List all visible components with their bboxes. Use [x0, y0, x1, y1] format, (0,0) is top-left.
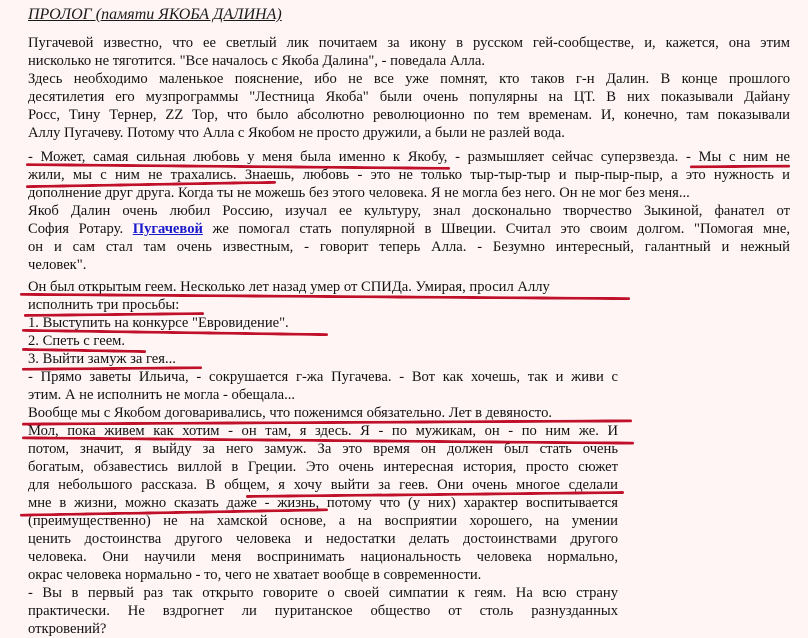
text-line: нисколько не тяготится. "Все началось с Якоба Далина", - поведала Алла. [28, 53, 486, 69]
text-line: - Может, самая сильная любовь у меня была именно к Якобу, - размышляет сейчас суперзвезда. - Мы с ним не [28, 149, 790, 165]
text-line: - Вы в первый раз так открыто говорите о своей симпатии к геям. На всю страну [28, 585, 618, 601]
list-item: 1. Выступить на конкурсе "Евровидение". [28, 315, 289, 331]
text-line: богатым, обзавестись виллой в Греции. Это очень интересная история, просто сюжет [28, 459, 618, 475]
text-line: - Прямо заветы Ильича, - сокрушается г-жа Пугачева. - Вот как хочешь, так и живи с [28, 369, 618, 385]
link-prefix: София Ротару. [28, 221, 133, 237]
text-line: дополнение друг друга. Когда ты не можешь без этого человека. Я не могла без него. Он не мог без меня... [28, 185, 690, 201]
text-line: потом, значит, я выйду за него замуж. За это время он должен был стать очень [28, 441, 618, 457]
text-line: он и сам стал там очень известным, - говорит теперь Алла. - Безумно интересный, галантный и нежный [28, 239, 790, 255]
list-item: 2. Спеть с геем. [28, 333, 126, 349]
text-line: (преимущественно) не на хамской основе, а на восприятии хорошего, на умении [28, 513, 618, 529]
text-line: ценить достоинства другого человека и недостатки делать достоинствами другого [28, 531, 618, 547]
text-line: этим. А не исполнить не могла - обещала... [28, 387, 296, 403]
text-line: Росс, Тину Тернер, ZZ Top, что было абсолютно революционно по тем временам. И, конечно, там показывали [28, 107, 790, 123]
text-line: окрас человека нормально - то, чего не хватает вообще в современности. [28, 567, 482, 583]
text-line: человек". [28, 257, 87, 273]
text-line: Он был открытым геем. Несколько лет назад умер от СПИДа. Умирая, просил Аллу [28, 279, 550, 295]
article-heading: ПРОЛОГ (памяти ЯКОБА ДАЛИНА) [28, 6, 282, 23]
text-line: Пугачевой известно, что ее светлый лик почитаем за икону в русском гей-сообществе, и, кажется, она этим [28, 35, 790, 51]
text-line: жили, мы с ним не трахались. Знаешь, любовь - это не только тыр-тыр-тыр и пыр-пыр-пыр, а это нужность и [28, 167, 790, 183]
text-line: человека. Они научили меня воспринимать национальность человека нормально, [28, 549, 618, 565]
text-line: Здесь необходимо маленькое пояснение, ибо не все уже помнят, кто таков г-н Далин. В конце прошлого [28, 71, 790, 87]
text-line: мне в жизни, можно сказать даже - жизнь, потому что (у них) характер воспитывается [28, 495, 618, 511]
text-line: откровений? [28, 621, 107, 637]
text-line: Якоб Далин очень любил Россию, изучал ее культуру, знал досконально творчество Зыкиной, фанател от [28, 203, 790, 219]
text-line: практически. Не вздрогнет ли пуританское общество от столь разнузданных [28, 603, 618, 619]
text-line: Мол, пока живем как хотим - он там, я здесь. Я - по мужикам, он - по ним же. И [28, 423, 618, 439]
list-item: 3. Выйти замуж за гея... [28, 351, 176, 367]
pugacheva-link[interactable]: Пугачевой [132, 221, 203, 237]
text-line: для небольшого рассказа. В общем, я хочу выйти за геев. Они очень многое сделали [28, 477, 618, 493]
link-suffix: же помогал стать популярной в Швеции. Считал это своим долгом. "Помогая мне, [202, 221, 790, 237]
text-line: исполнить три просьбы: [28, 297, 180, 313]
text-line: Вообще мы с Якобом договаривались, что поженимся обязательно. Лет в девяносто. [28, 405, 553, 421]
text-line: десятилетия его музпрограммы "Лестница Якоба" были очень популярны на ЦТ. В них показывали Дайану [28, 89, 790, 105]
text-line: Аллу Пугачеву. Потому что Алла с Якобом не просто дружили, а были не разлей вода. [28, 125, 565, 141]
text-line-with-link [28, 220, 790, 238]
